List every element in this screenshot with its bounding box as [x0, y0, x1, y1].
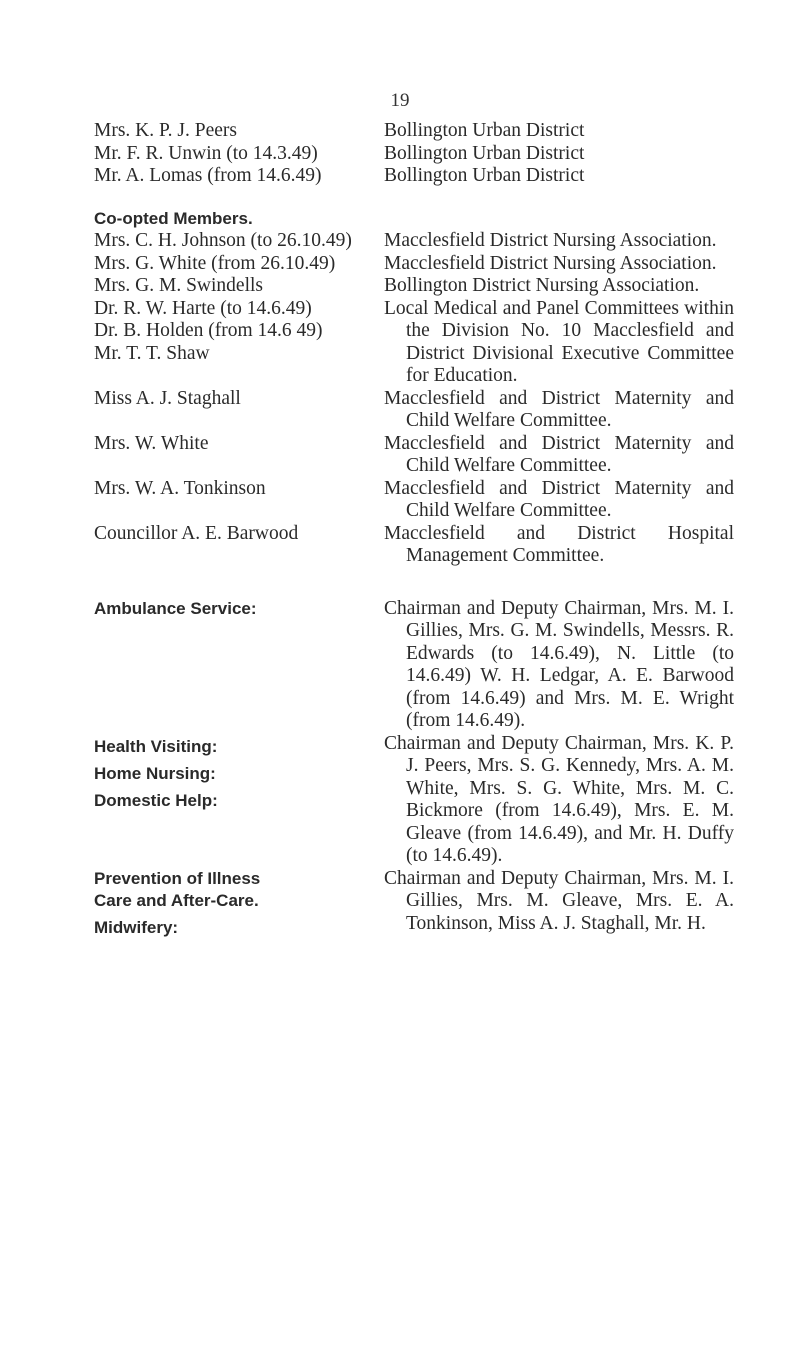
member-body: Bollington Urban District [384, 120, 585, 141]
committee-heading: Care and After-Care. [94, 891, 259, 910]
member-body: Local Medical and Panel Committees within the Division No. 10 Macclesfield and District Divisional Executive Committee for Education. [384, 297, 734, 386]
member-body: Macclesfield and District Maternity and Child Welfare Committee. [384, 387, 734, 431]
committee-headings [94, 868, 384, 940]
representative-row [94, 165, 734, 188]
committee-members: Chairman and Deputy Chairman, Mrs. M. I. Gillies, Mrs. G. M. Swindells, Messrs. R. Edwards (to 14.6.49), N. Little (to 14.6.49) W. H. Ledgar, A. E. Barwood (from 14.6.49) and Mrs. M. E. Wright (from 14.6.49). [384, 597, 734, 731]
coopted-row [94, 298, 734, 388]
member-body: Macclesfield and District Maternity and Child Welfare Committee. [384, 432, 734, 476]
page-content [94, 120, 734, 939]
committee-heading: Domestic Help: [94, 790, 218, 810]
member-name: Mrs. G. M. Swindells [94, 275, 264, 296]
committee-members: Chairman and Deputy Chairman, Mrs. K. P. J. Peers, Mrs. S. G. Kennedy, Mrs. A. M. White, Mrs. S. G. White, Mrs. M. C. Bickmore (from 14.6.49), Mrs. E. M. Gleave (from 14.6.49), and Mr. H. Duffy (to 14.6.49). [384, 732, 734, 866]
page-number: 19 [390, 90, 410, 111]
coopted-row [94, 478, 734, 523]
committee-heading: Prevention of Illness [94, 868, 261, 888]
member-name: Dr. B. Holden (from 14.6 49) [94, 320, 323, 341]
member-name: Mrs. G. White (from 26.10.49) [94, 252, 336, 274]
coopted-row [94, 253, 734, 276]
coopted-row [94, 433, 734, 478]
committee-row [94, 598, 734, 733]
member-body: Macclesfield and District Maternity and Child Welfare Committee. [384, 477, 734, 521]
member-name: Mr. F. R. Unwin (to 14.3.49) [94, 142, 318, 164]
representative-row [94, 120, 734, 143]
member-body: Macclesfield District Nursing Association. [384, 252, 717, 274]
representative-row [94, 143, 734, 166]
member-body: Bollington Urban District [384, 165, 585, 186]
member-name: Miss A. J. Staghall [94, 387, 241, 409]
representatives-list [94, 120, 734, 188]
committee-row [94, 733, 734, 868]
member-name: Dr. R. W. Harte (to 14.6.49) [94, 297, 312, 319]
committee-heading: Home Nursing: [94, 763, 216, 783]
committee-heading: Health Visiting: [94, 736, 218, 756]
committees-list [94, 598, 734, 940]
member-name: Mr. T. T. Shaw [94, 342, 210, 364]
member-names [94, 298, 384, 388]
committee-row [94, 868, 734, 940]
coopted-row [94, 523, 734, 568]
committee-headings [94, 733, 384, 868]
coopted-row [94, 275, 734, 298]
member-body: Bollington District Nursing Association. [384, 275, 700, 296]
committee-members: Chairman and Deputy Chairman, Mrs. M. I. Gillies, Mrs. M. Gleave, Mrs. E. A. Tonkinson, Miss A. J. Staghall, Mr. H. [384, 867, 734, 934]
member-name: Mrs. W. White [94, 432, 209, 454]
coopted-list [94, 230, 734, 568]
committee-heading: Midwifery: [94, 917, 179, 937]
member-name: Mrs. W. A. Tonkinson [94, 477, 266, 499]
committee-headings [94, 598, 384, 733]
member-name: Councillor A. E. Barwood [94, 522, 299, 544]
coopted-row [94, 230, 734, 253]
member-body: Macclesfield District Nursing Association. [384, 230, 717, 251]
member-name: Mrs. K. P. J. Peers [94, 120, 238, 141]
member-name: Mr. A. Lomas (from 14.6.49) [94, 165, 322, 186]
member-name: Mrs. C. H. Johnson (to 26.10.49) [94, 230, 352, 251]
coopted-row [94, 388, 734, 433]
member-body: Macclesfield and District Hospital Management Committee. [384, 522, 734, 566]
committee-heading: Ambulance Service: [94, 598, 257, 618]
coopted-heading: Co-opted Members. [94, 208, 253, 228]
member-body: Bollington Urban District [384, 142, 585, 164]
